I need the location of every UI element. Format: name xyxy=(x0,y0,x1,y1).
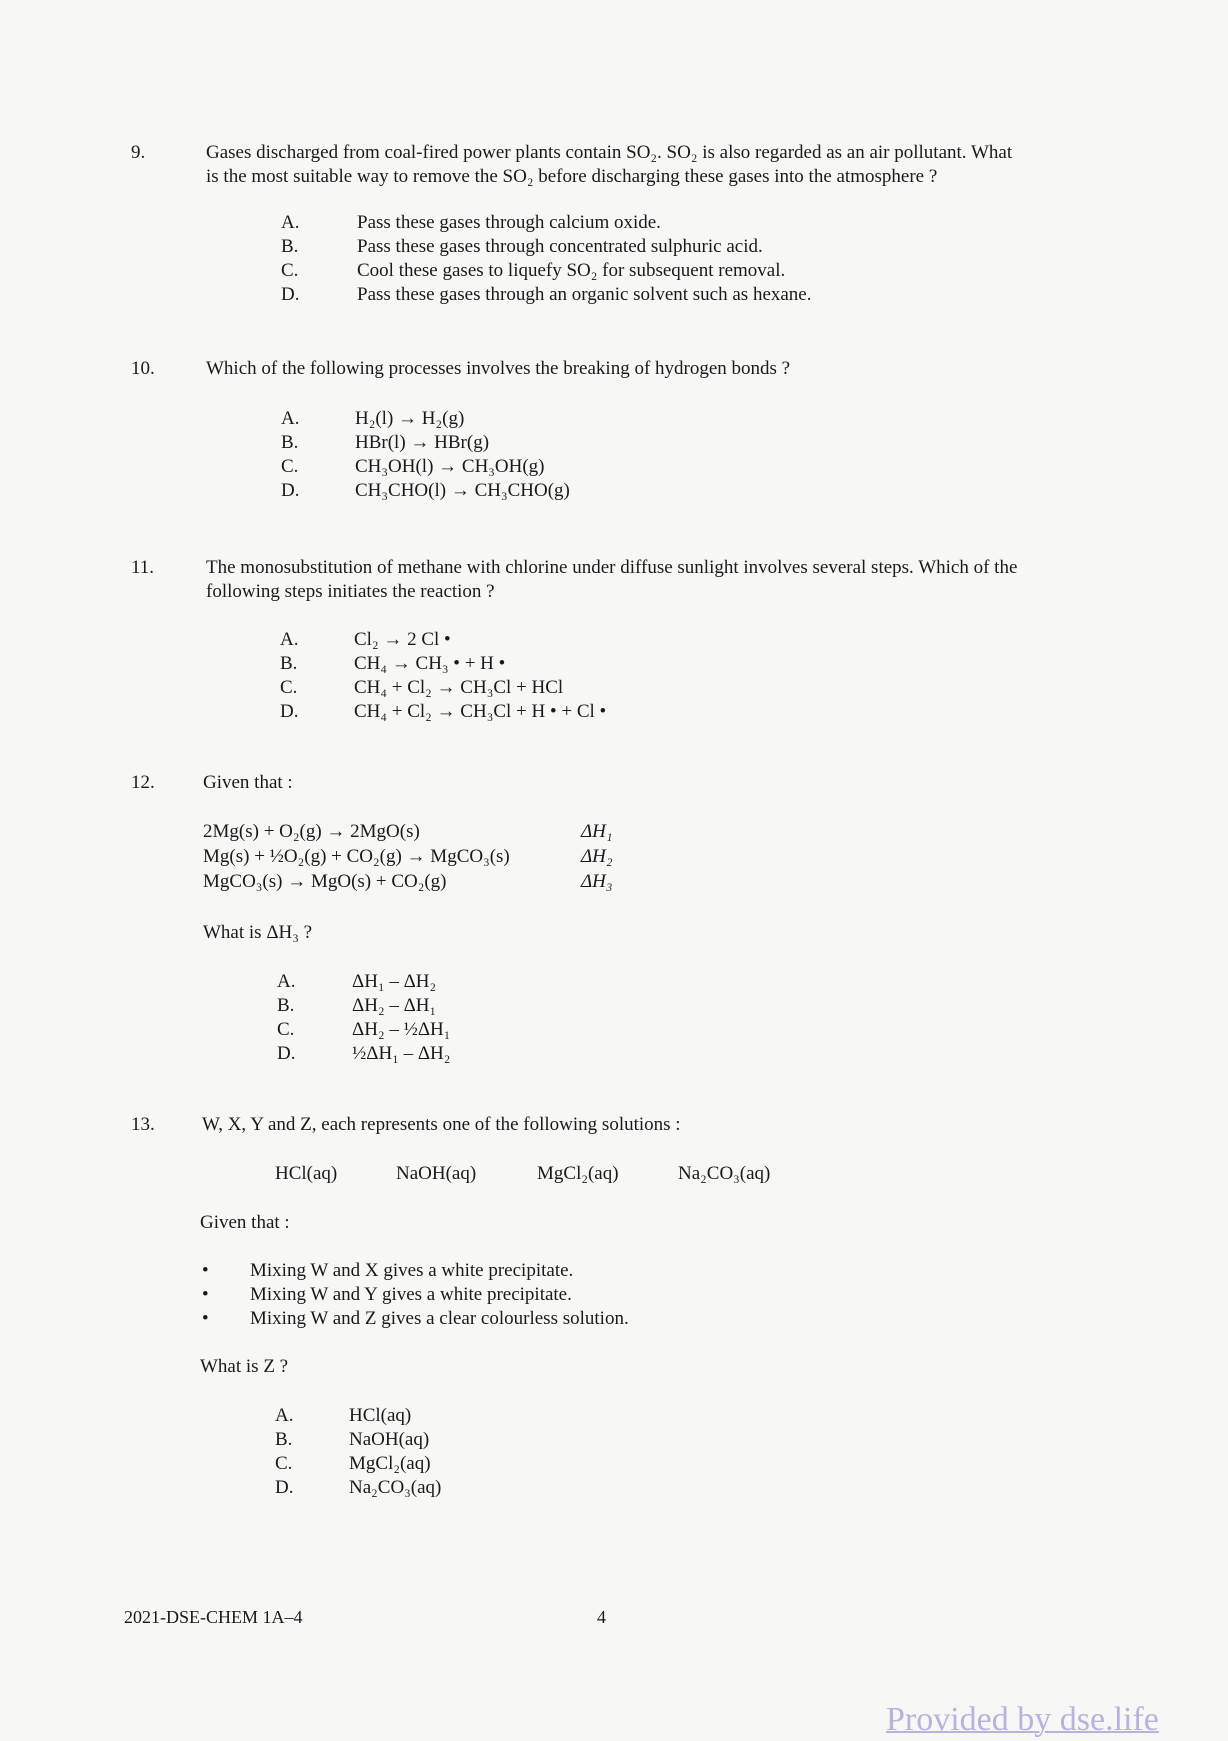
equation: 2Mg(s) + O₂(g) → 2MgO(s) xyxy=(203,821,420,842)
option-text: NaOH(aq) xyxy=(349,1429,430,1450)
question-stem-line: The monosubstitution of methane with chlorine under diffuse sunlight involves several steps. Which of the xyxy=(206,557,1018,578)
option-letter: C. xyxy=(281,456,299,477)
option-text: CH₃CHO(l) → CH₃CHO(g) xyxy=(355,480,570,501)
option-text: CH₃OH(l) → CH₃OH(g) xyxy=(355,456,545,477)
question-number: 9. xyxy=(131,142,146,163)
option-letter: B. xyxy=(281,236,299,257)
enthalpy-label: ΔH₁ xyxy=(581,821,613,842)
option-text: Pass these gases through calcium oxide. xyxy=(357,212,661,233)
option-text: ΔH₂ – ½ΔH₁ xyxy=(352,1019,451,1040)
question-number: 13. xyxy=(131,1114,155,1135)
exam-code: 2021-DSE-CHEM 1A–4 xyxy=(124,1607,303,1627)
question-number: 10. xyxy=(131,358,155,379)
option-text: HCl(aq) xyxy=(349,1405,412,1426)
option-text: Cool these gases to liquefy SO₂ for subsequent removal. xyxy=(357,260,786,281)
given-label: Given that : xyxy=(200,1212,290,1233)
enthalpy-label: ΔH₂ xyxy=(581,846,613,867)
bullet-icon: • xyxy=(202,1284,209,1305)
question-stem-line: Gases discharged from coal-fired power plants contain SO₂. SO₂ is also regarded as an air pollutant. What xyxy=(206,142,1013,163)
question-prompt: What is Z ? xyxy=(200,1356,289,1377)
option-letter: A. xyxy=(275,1405,294,1426)
option-letter: A. xyxy=(281,408,300,429)
enthalpy-label: ΔH₃ xyxy=(581,871,613,892)
option-letter: D. xyxy=(281,284,300,305)
question-stem: Which of the following processes involves the breaking of hydrogen bonds ? xyxy=(206,358,791,379)
option-text: Na₂CO₃(aq) xyxy=(349,1477,442,1498)
option-text: CH₄ → CH₃ • + H • xyxy=(354,653,506,674)
question-number: 11. xyxy=(131,557,155,578)
option-letter: C. xyxy=(281,260,299,281)
option-text: HBr(l) → HBr(g) xyxy=(355,432,490,453)
option-letter: A. xyxy=(280,629,299,650)
option-text: CH₄ + Cl₂ → CH₃Cl + HCl xyxy=(354,677,564,698)
option-text: ½ΔH₁ – ΔH₂ xyxy=(352,1043,451,1064)
solution-item: MgCl₂(aq) xyxy=(537,1163,619,1184)
option-letter: B. xyxy=(275,1429,293,1450)
equation: Mg(s) + ½O₂(g) + CO₂(g) → MgCO₃(s) xyxy=(203,846,510,867)
option-letter: D. xyxy=(275,1477,294,1498)
question-stem: W, X, Y and Z, each represents one of the following solutions : xyxy=(202,1114,681,1135)
option-text: MgCl₂(aq) xyxy=(349,1453,431,1474)
page-number: 4 xyxy=(597,1607,606,1627)
question-stem-line: following steps initiates the reaction ? xyxy=(206,581,495,602)
bullet-text: Mixing W and X gives a white precipitate. xyxy=(250,1260,574,1281)
option-text: H₂(l) → H₂(g) xyxy=(355,408,465,429)
solution-item: HCl(aq) xyxy=(275,1163,338,1184)
option-letter: C. xyxy=(280,677,298,698)
option-letter: B. xyxy=(280,653,298,674)
option-text: Cl₂ → 2 Cl • xyxy=(354,629,451,650)
watermark-link[interactable]: Provided by dse.life xyxy=(886,1701,1159,1738)
question-prompt: What is ΔH₃ ? xyxy=(203,922,313,943)
option-letter: C. xyxy=(277,1019,295,1040)
option-letter: B. xyxy=(277,995,295,1016)
bullet-icon: • xyxy=(202,1308,209,1329)
question-number: 12. xyxy=(131,772,155,793)
bullet-text: Mixing W and Y gives a white precipitate. xyxy=(250,1284,572,1305)
solution-item: Na₂CO₃(aq) xyxy=(678,1163,771,1184)
option-letter: D. xyxy=(280,701,299,722)
option-letter: A. xyxy=(281,212,300,233)
option-text: ΔH₁ – ΔH₂ xyxy=(352,971,437,992)
option-text: ΔH₂ – ΔH₁ xyxy=(352,995,437,1016)
option-letter: C. xyxy=(275,1453,293,1474)
bullet-icon: • xyxy=(202,1260,209,1281)
equation: MgCO₃(s) → MgO(s) + CO₂(g) xyxy=(203,871,447,892)
bullet-text: Mixing W and Z gives a clear colourless solution. xyxy=(250,1308,629,1329)
option-text: CH₄ + Cl₂ → CH₃Cl + H • + Cl • xyxy=(354,701,607,722)
question-stem-line: is the most suitable way to remove the SO₂ before discharging these gases into the atmosphere ? xyxy=(206,166,938,187)
option-letter: B. xyxy=(281,432,299,453)
option-text: Pass these gases through an organic solvent such as hexane. xyxy=(357,284,812,305)
option-letter: D. xyxy=(281,480,300,501)
option-letter: D. xyxy=(277,1043,296,1064)
option-letter: A. xyxy=(277,971,296,992)
given-label: Given that : xyxy=(203,772,293,793)
option-text: Pass these gases through concentrated sulphuric acid. xyxy=(357,236,763,257)
solution-item: NaOH(aq) xyxy=(396,1163,477,1184)
